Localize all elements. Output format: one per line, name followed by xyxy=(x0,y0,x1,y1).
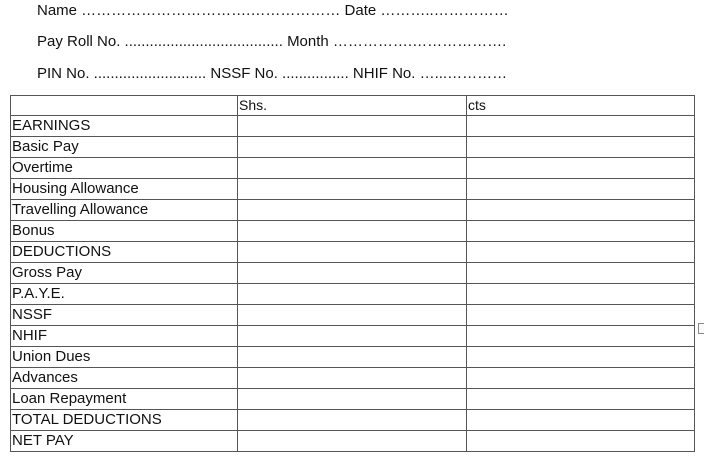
shs-cell[interactable] xyxy=(238,431,467,452)
row-label: EARNINGS xyxy=(11,116,238,137)
cts-cell[interactable] xyxy=(467,137,695,158)
header-cell-item xyxy=(11,96,238,116)
shs-cell[interactable] xyxy=(238,305,467,326)
cts-cell[interactable] xyxy=(467,263,695,284)
cts-cell[interactable] xyxy=(467,116,695,137)
row-label: TOTAL DEDUCTIONS xyxy=(11,410,238,431)
header-cell-cts: cts xyxy=(467,96,695,116)
shs-cell[interactable] xyxy=(238,116,467,137)
row-label: DEDUCTIONS xyxy=(11,242,238,263)
table-row xyxy=(11,368,695,389)
cts-cell[interactable] xyxy=(467,368,695,389)
name-date-line: Name …………………………….……………… Date ………..…………… xyxy=(37,2,509,19)
table-row xyxy=(11,116,695,137)
cts-cell[interactable] xyxy=(467,305,695,326)
table-row xyxy=(11,326,695,347)
row-label: Gross Pay xyxy=(11,263,238,284)
row-label: Advances xyxy=(11,368,238,389)
row-label: Basic Pay xyxy=(11,137,238,158)
row-label: Bonus xyxy=(11,221,238,242)
cts-cell[interactable] xyxy=(467,410,695,431)
table-row xyxy=(11,431,695,452)
table-row xyxy=(11,221,695,242)
shs-cell[interactable] xyxy=(238,389,467,410)
payslip-table xyxy=(10,95,695,452)
row-label: Housing Allowance xyxy=(11,179,238,200)
table-row xyxy=(11,410,695,431)
cts-cell[interactable] xyxy=(467,284,695,305)
shs-cell[interactable] xyxy=(238,200,467,221)
row-label: NET PAY xyxy=(11,431,238,452)
row-label: Union Dues xyxy=(11,347,238,368)
table-row xyxy=(11,263,695,284)
cts-cell[interactable] xyxy=(467,221,695,242)
shs-cell[interactable] xyxy=(238,179,467,200)
table-row xyxy=(11,200,695,221)
row-label: NSSF xyxy=(11,305,238,326)
table-row xyxy=(11,305,695,326)
table-row xyxy=(11,284,695,305)
row-label: Overtime xyxy=(11,158,238,179)
payroll-month-line: Pay Roll No. ...................................... Month …………….………………. xyxy=(37,33,507,50)
table-row xyxy=(11,179,695,200)
table-header-row xyxy=(11,96,695,116)
cts-cell[interactable] xyxy=(467,431,695,452)
cts-cell[interactable] xyxy=(467,347,695,368)
shs-cell[interactable] xyxy=(238,221,467,242)
header-cell-shs: Shs. xyxy=(238,96,467,116)
table-row xyxy=(11,389,695,410)
payslip-table-body xyxy=(11,116,695,452)
shs-cell[interactable] xyxy=(238,242,467,263)
table-row xyxy=(11,137,695,158)
scroll-edge-marker xyxy=(698,323,704,334)
cts-cell[interactable] xyxy=(467,179,695,200)
shs-cell[interactable] xyxy=(238,368,467,389)
cts-cell[interactable] xyxy=(467,326,695,347)
table-row xyxy=(11,347,695,368)
table-row xyxy=(11,242,695,263)
shs-cell[interactable] xyxy=(238,137,467,158)
shs-cell[interactable] xyxy=(238,284,467,305)
shs-cell[interactable] xyxy=(238,158,467,179)
shs-cell[interactable] xyxy=(238,347,467,368)
table-row xyxy=(11,158,695,179)
shs-cell[interactable] xyxy=(238,263,467,284)
row-label: NHIF xyxy=(11,326,238,347)
shs-cell[interactable] xyxy=(238,410,467,431)
cts-cell[interactable] xyxy=(467,242,695,263)
cts-cell[interactable] xyxy=(467,158,695,179)
cts-cell[interactable] xyxy=(467,389,695,410)
row-label: Travelling Allowance xyxy=(11,200,238,221)
cts-cell[interactable] xyxy=(467,200,695,221)
row-label: P.A.Y.E. xyxy=(11,284,238,305)
row-label: Loan Repayment xyxy=(11,389,238,410)
shs-cell[interactable] xyxy=(238,326,467,347)
pin-nssf-nhif-line: PIN No. ........................... NSSF No. ................ NHIF No. …...………… xyxy=(37,65,508,82)
